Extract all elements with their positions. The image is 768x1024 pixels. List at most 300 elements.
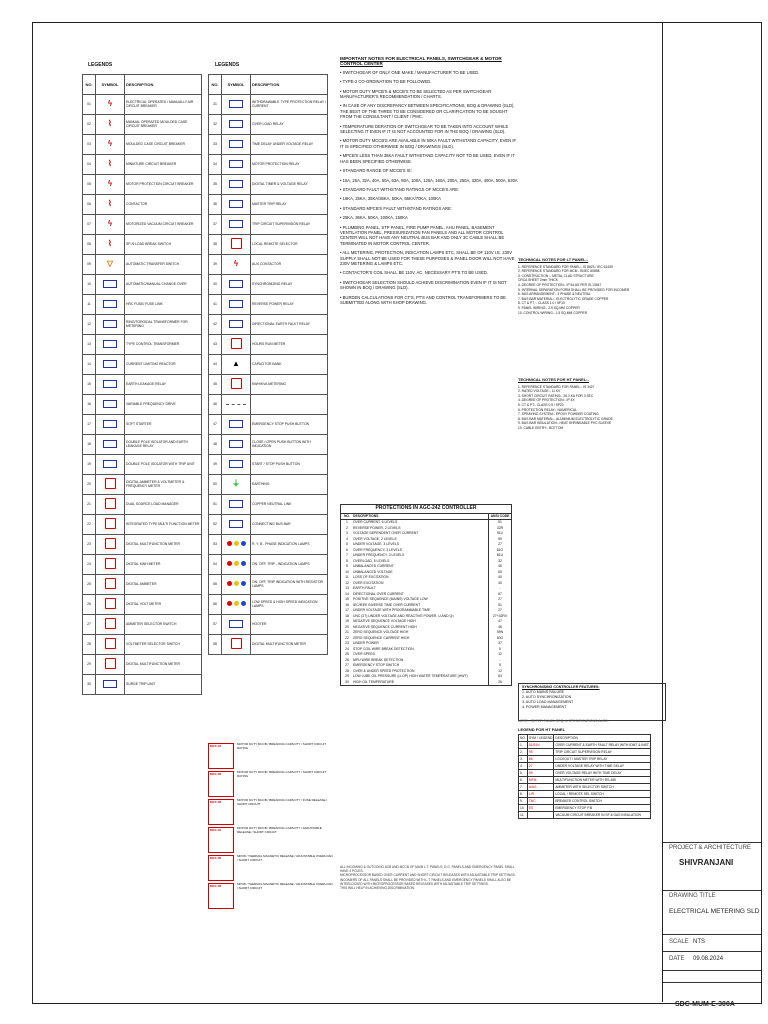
legend-row-description: DIGITAL MULTIFUNCTION METER — [125, 655, 202, 675]
tech-note-line: 10. CABLE ENTRY:- BOTTOM — [518, 425, 564, 430]
legend-row — [209, 115, 328, 135]
legend-row-number: 06 — [83, 195, 96, 215]
busbar-icon — [222, 515, 251, 535]
legend-row-number: 48 — [209, 435, 222, 455]
legend-row — [83, 355, 202, 375]
ht-legend-symbol: 27 — [527, 763, 553, 770]
legend-row — [209, 635, 328, 655]
legend-row-number: 03 — [83, 135, 96, 155]
panel-note — [208, 855, 333, 881]
protection-no: 29 — [345, 674, 349, 678]
panel-note — [208, 771, 333, 797]
client-label: PROJECT & ARCHITECTURE — [669, 845, 751, 851]
legend-row-number: 08 — [83, 235, 96, 255]
legend-row-number: 50 — [209, 475, 222, 495]
meter-icon — [96, 655, 125, 675]
fuse-icon — [96, 295, 125, 315]
legend-row-number: 54 — [209, 555, 222, 575]
legend-row-description: MASTER TRIP RELAY — [251, 195, 328, 215]
panel-note — [208, 799, 333, 825]
contactor-icon: ϟ — [222, 255, 251, 275]
protection-no: 19 — [345, 619, 349, 623]
protection-desc: UNC (27) UNDER VOLTAGE AND REACTIVE POWER, U AND Q< — [353, 613, 455, 618]
legend-row-description: AMMETER SELECTOR SWITCH — [125, 615, 202, 635]
legend-row-number: 53 — [209, 535, 222, 555]
push-button-icon — [222, 455, 251, 475]
protection-ansi: 81U — [488, 553, 511, 559]
legend-row — [83, 455, 202, 475]
legend-row — [209, 415, 328, 435]
legend-row-description: ON, OFF, TRIP INDICATION WITH RESISTOR LAMPS — [251, 575, 328, 595]
legend-row — [83, 155, 202, 175]
legend-row-description: DIGITAL KWH METER — [125, 555, 202, 575]
tech-note-line: 4. DEGREE OF PROTECTION:- IP 4X — [518, 398, 575, 403]
legend-row — [209, 395, 328, 415]
tech-note-line: 3. SHORT CIRCUIT RATING:- 26.3 KA FOR 3 SEC — [518, 393, 594, 398]
legend-row-number: 31 — [209, 95, 222, 115]
switch-icon: ⌇ — [96, 235, 125, 255]
legend-row-number: 19 — [83, 455, 96, 475]
legend-row-number: 07 — [83, 215, 96, 235]
ht-legend-title: LEGEND FOR HT PANEL — [518, 727, 566, 732]
protection-ansi: 5 — [488, 663, 511, 669]
protection-ansi: 63 — [488, 674, 511, 680]
legend-row — [209, 295, 328, 315]
tech-note-line: 8. BUS BAR MATERIAL:- ALUMINIUM ELECTROLYTIC GRADE — [518, 416, 613, 421]
protection-desc: OVER FREQUENCY, 3 LEVELS — [353, 547, 402, 552]
tech-note-line: 10. CONTROL WIRING:- 1.5 SQ.MM COPPER — [518, 310, 588, 315]
protection-no: 28 — [345, 668, 349, 673]
sync-features — [518, 683, 666, 721]
legend-row-description: HRC FUSE/ FUSE LINK — [125, 295, 202, 315]
protection-ansi: 81O — [488, 548, 511, 554]
protection-desc: UNDER VOLTAGE, 3 LEVELS — [353, 542, 400, 546]
protection-desc: UNDER POWER — [353, 641, 379, 645]
legend-row — [83, 195, 202, 215]
legend-row — [83, 535, 202, 555]
panel-tag: MCC-04 — [208, 827, 234, 853]
protection-ansi: 51V — [488, 531, 511, 537]
protections-header-no: NO. — [343, 513, 351, 518]
dashed-line-icon — [222, 395, 251, 415]
tech-note-line: 6. PROTECTION RELAY:- NUMERICAL — [518, 407, 577, 412]
legend-row-number: 35 — [209, 175, 222, 195]
protection-ansi: 59 — [488, 537, 511, 543]
legend-row-number: 02 — [83, 115, 96, 135]
legend-row-number: 34 — [209, 155, 222, 175]
protection-desc: STOP COIL WIRE BREAK DETECTION — [353, 646, 414, 651]
legend-row-number: 12 — [83, 315, 96, 335]
note-item: • SWITCHGEAR OF ONLY ONE MAKE / MANUFACTURER TO BE USED. — [340, 70, 518, 75]
panel-note — [208, 827, 333, 853]
relay-icon — [222, 175, 251, 195]
legend-row-description: AUX CONTACTOR — [251, 255, 328, 275]
ht-legend-symbol: MFM — [527, 777, 553, 784]
protection-ansi: 67 — [488, 592, 511, 598]
ht-legend-symbol: ES — [527, 805, 553, 812]
legend-row-number: 16 — [83, 395, 96, 415]
tech-note-line: 7. SPRAYING SYSTEM:- EPOXY POWDER COATING — [518, 412, 599, 417]
protection-ansi: 40 — [488, 581, 511, 587]
relay-icon — [222, 95, 251, 115]
protection-desc: NEGATIVE SEQUENCE CURRENT HIGH — [353, 624, 417, 629]
panel-tag: MCC-03 — [208, 799, 234, 825]
title-block — [662, 22, 761, 1008]
legend-row-number: 28 — [83, 635, 96, 655]
legend-row-number: 11 — [83, 295, 96, 315]
legend-row-description — [251, 395, 328, 415]
note-item: • BURDEN CALCULATIONS FOR CT'S, PT'S AND CONTROL TRANSFORMERS TO BE SUBMITTED ALONG WITH SHOP DRAWING. — [340, 295, 518, 306]
legend-row-description: MOTORIZED VACUUM CIRCUIT BREAKER — [125, 215, 202, 235]
lamps-icon — [222, 575, 251, 595]
legend-row-number: 33 — [209, 135, 222, 155]
ht-legend-no: 4. — [519, 763, 528, 770]
protection-ansi: 32 — [488, 559, 511, 565]
legend-row-number: 49 — [209, 455, 222, 475]
legend-row — [209, 495, 328, 515]
protection-no: 14 — [345, 591, 349, 596]
ht-legend-row — [519, 777, 651, 784]
note-item: • STANDARD FAULT WITHSTAND RATINGS OF MCCB'S ARE: — [340, 187, 518, 192]
tech-note-line: 9. PANEL WIRING:- 2.5 SQ.MM COPPER — [518, 305, 580, 310]
protection-ansi: 12 — [488, 669, 511, 675]
meter-icon — [222, 335, 251, 355]
protection-desc: UNDER VOLTAGE WITH PROGRAMMABLE TIME — [353, 608, 431, 612]
note-item: • STANDARD MPCB'S FAULT WITHSTAND RATINGS ARE: — [340, 206, 518, 211]
legend-row — [209, 315, 328, 335]
legend-row — [83, 675, 202, 695]
ht-legend-no: 8. — [519, 791, 528, 798]
tech-note-line: 3. CONSTRUCTION :- METAL CLAD STRUCTURE — [518, 273, 594, 278]
legend-row-description: WITHDRAWABLE TYPE PROTECTION RELAY / CURRENT — [251, 95, 328, 115]
legend-row-description: REVERSE POWER RELAY — [251, 295, 328, 315]
surge-icon — [96, 675, 125, 695]
protection-row — [341, 680, 511, 686]
breaker-icon: ϟ — [96, 215, 125, 235]
reactor-icon — [96, 355, 125, 375]
legend-row — [83, 595, 202, 615]
legend-row-number: 09 — [83, 255, 96, 275]
protection-desc: ZERO SEQUENCE CURRENT HIGH — [353, 635, 410, 640]
breaker-icon: ϟ — [96, 95, 125, 115]
note-item: • MOTOR DUTY MCCB'S ARE AVAILABLE IN 50KA FAULT WITHSTAND CAPACITY, EVEN IF IT IS SPECIFIED OTHERWISE IN BOQ / DRAWINGS (SLD). — [340, 138, 518, 149]
protection-ansi: 60 — [488, 570, 511, 576]
legend-row — [209, 535, 328, 555]
legend-row — [209, 575, 328, 595]
legend-row-description: ON, OFF, TRIP - INDICATION LAMPS — [251, 555, 328, 575]
vfd-icon — [96, 395, 125, 415]
legend-row-description: AUTOMATIC TRANSFER SWITCH — [125, 255, 202, 275]
protection-desc: OVER SPEED — [353, 652, 376, 656]
ht-legend-desc: OVER CURRENT & EARTH FAULT RELAY WITH IDMT & INST. — [555, 743, 650, 747]
tech-note-line: 1. REFERENCE STANDARD FOR PANEL:- IS 3427 — [518, 384, 595, 389]
legend-row-number: 05 — [83, 175, 96, 195]
protection-no: 21 — [345, 630, 349, 634]
protection-desc: OVERLOAD, 5 LEVELS — [353, 558, 390, 563]
tech-note-line: 4. DEGREE OF PROTECTION:- IP 54 AS PER IS-13947 — [518, 282, 602, 287]
legend-row-number: 40 — [209, 275, 222, 295]
capacitor-icon: ▲ — [222, 355, 251, 375]
legend-row — [209, 355, 328, 375]
note-item: • MOTOR DUTY MPCB'S & MCCB'S TO BE SELECTED AS PER SWITCHGEAR MANUFACTURER'S RECOMMENDATION / CHARTS. — [340, 89, 518, 100]
legend-row-number: 38 — [209, 235, 222, 255]
legend-row-description: MOTOR PROTECTION RELAY — [251, 155, 328, 175]
selector-icon — [222, 235, 251, 255]
legend-row-description: DIGITAL MULTIFUNCTION METER — [251, 635, 328, 655]
legend-row-description: LOW SPEED & HIGH SPEED INDICATION LAMPS — [251, 595, 328, 615]
date-label: DATE — [669, 956, 685, 962]
legend-row-description: CURRENT LIMITING REACTOR — [125, 355, 202, 375]
protection-no: 1 — [346, 520, 348, 524]
legend-row — [209, 175, 328, 195]
legend-row-description: CONNECTING BUS BAR — [251, 515, 328, 535]
legend-row-description: HOURS RUN METER — [251, 335, 328, 355]
legend-row — [209, 195, 328, 215]
legend-row-description: DIGITAL AMMETER — [125, 575, 202, 595]
push-button-icon — [222, 435, 251, 455]
protection-ansi: 32R — [488, 526, 511, 532]
legend-row-description: CLOSE / OPEN PUSH BUTTON WITH INDICATION — [251, 435, 328, 455]
ht-legend-desc: OVER VOLTAGE RELAY WITH TIME DELAY — [554, 770, 651, 777]
legend-row-number: 25 — [83, 575, 96, 595]
scale-label: SCALE — [669, 939, 689, 945]
legend-row-description: SYNCHRONIZING RELAY — [251, 275, 328, 295]
legend-row — [83, 515, 202, 535]
protection-no: 12 — [345, 580, 349, 585]
breaker-icon: ⌇ — [96, 155, 125, 175]
protection-desc: UNBALANCED VOLTAGE — [353, 569, 393, 574]
tech-note-line: CRCA SHEET 2mm THICK — [518, 278, 558, 283]
protection-ansi: - — [488, 586, 511, 592]
protection-ansi: 51 — [488, 520, 511, 526]
protection-no: 2 — [346, 525, 348, 530]
legend-row-description: EARTHING — [251, 475, 328, 495]
tech-note-line: 9. BUS BAR INSULATION:- HEAT SHRINKABLE PVC SLEEVE — [518, 421, 612, 426]
protection-desc: NEGATIVE SEQUENCE VOLTAGE HIGH — [353, 619, 416, 623]
meter-icon — [96, 555, 125, 575]
legend-row-description: SURGE TRIP UNIT — [125, 675, 202, 695]
legend-row-description: MOTOR PROTECTION CIRCUIT BREAKER — [125, 175, 202, 195]
relay-icon — [222, 115, 251, 135]
drawing-title: ELECTRICAL METERING SLD — [669, 908, 760, 915]
scale-value: NTS — [693, 939, 705, 945]
legend-row — [83, 315, 202, 335]
tech-notes-ht — [518, 378, 660, 431]
protection-ansi: 59N — [488, 630, 511, 636]
legend-row-number: 32 — [209, 115, 222, 135]
meter-icon — [96, 535, 125, 555]
ht-legend-header-sym: SYM / LEGEND — [528, 736, 553, 740]
ht-legend — [518, 728, 660, 819]
legend-row-number: 22 — [83, 515, 96, 535]
stop-button-icon — [222, 415, 251, 435]
legend-row — [83, 635, 202, 655]
ht-legend-desc: LOCAL / REMOTE SEL SWITCH — [554, 791, 651, 798]
protection-desc: OVER & UNDER SPEED PROTECTION — [353, 668, 415, 673]
protection-no: 3 — [346, 531, 348, 535]
tech-note-line: 1. REFERENCE STANDARD FOR PANEL:- IS 8623 / IEC 61439 — [518, 264, 613, 269]
ht-legend-row — [519, 791, 651, 798]
protection-desc: UNDER FREQUENCY, 3 LEVELS — [353, 553, 405, 557]
legend-row — [209, 275, 328, 295]
ht-legend-no: 10. — [519, 805, 528, 812]
protection-no: 6 — [346, 547, 348, 552]
protections-header-ansi: ANSI CODE — [488, 514, 511, 520]
legend-row — [209, 555, 328, 575]
tech-note-line: 2. RATED VOLTAGE:- 11 KV — [518, 389, 561, 394]
tech-note-line: 2. REFERENCE STANDARD FOR MCB:- IS/IEC 60898 — [518, 269, 600, 274]
ht-legend-header-desc: DESCRIPTION — [554, 735, 651, 742]
panel-text: MOTOR DUTY MCCB / BREAKING CAPACITY / SHORT CIRCUIT RATING — [237, 770, 327, 778]
protection-ansi: 27+32RV — [488, 614, 511, 620]
legend-row-number: 52 — [209, 515, 222, 535]
note-item: • 16A, 25A, 32A, 40A, 50A, 63A, 80A, 100A, 125A, 160A, 200A, 250A, 320A, 400A, 500A, 630A — [340, 178, 518, 183]
legend-row-description: DIRECTIONAL EARTH FAULT RELAY — [251, 315, 328, 335]
legend-row-number: 58 — [209, 635, 222, 655]
protection-desc: UNBALANCED CURRENT — [353, 564, 394, 568]
legend-row-description: TRIP CIRCUIT SUPERVISION RELAY — [251, 215, 328, 235]
panel-text: MOTOR DUTY MCCB / BREAKING CAPACITY / SHORT CIRCUIT RATING — [237, 742, 327, 750]
protection-desc: LOSS OF EXCITATION — [353, 575, 389, 579]
relay-icon — [222, 315, 251, 335]
ht-legend-symbol: A/AS — [527, 784, 553, 791]
legend-row-number: 24 — [83, 555, 96, 575]
sync-note: NOTE:- REFER PANEL REQ. & SPECIFICATIONS ALSO. — [518, 719, 609, 723]
relay-icon — [222, 295, 251, 315]
relay-icon — [96, 375, 125, 395]
protection-ansi: 47 — [488, 619, 511, 625]
legend-row-number: 20 — [83, 475, 96, 495]
protection-desc: REVERSE POWER, 2 LEVELS — [353, 525, 401, 530]
legend-row — [209, 155, 328, 175]
legend-row-description: HOOTER — [251, 615, 328, 635]
ht-legend-row — [519, 805, 651, 812]
tech-note-line: 2. AUTO SYNCHRONIZATION — [522, 695, 572, 699]
legend-row-description: R, Y, B - PHASE INDICATION LAMPS — [251, 535, 328, 555]
protection-ansi: 27 — [488, 542, 511, 548]
legend-row-description: MINIATURE CIRCUIT BREAKER — [125, 155, 202, 175]
lamps-icon — [222, 595, 251, 615]
relay-icon — [222, 195, 251, 215]
ht-legend-no: 7. — [519, 784, 528, 791]
protection-no: 8 — [346, 558, 348, 563]
legend-row-number: 14 — [83, 355, 96, 375]
protection-no: 4 — [346, 536, 348, 541]
legend-row-description: INTEGRATED TYPE MULTI FUNCTION METER — [125, 515, 202, 535]
legend-row-number: 46 — [209, 395, 222, 415]
protections-header-desc: DESCRIPTIONS — [353, 513, 379, 518]
legend-row — [209, 475, 328, 495]
ht-legend-row — [519, 749, 651, 756]
protection-desc: IEC/IEEE INVERSE TIME OVER CURRENT — [353, 602, 421, 607]
legend-row — [209, 95, 328, 115]
protection-ansi: 46 — [488, 564, 511, 570]
legend-row-description: DUAL SOURCE LOAD MANAGER — [125, 495, 202, 515]
ct-icon — [96, 315, 125, 335]
legend-row-description: SOFT STARTER — [125, 415, 202, 435]
legend-row-number: 44 — [209, 355, 222, 375]
legend-row-number: 04 — [83, 155, 96, 175]
protection-no: 15 — [345, 597, 349, 601]
protection-ansi: 40 — [488, 575, 511, 581]
legend-row-description: DOUBLE POLE ISOLATOR WITH TRIP UNIT — [125, 455, 202, 475]
transfer-switch-icon: ▽ — [96, 255, 125, 275]
protections-title: PROTECTIONS IN AGC-242 CONTROLLER — [341, 505, 511, 514]
protection-no: 20 — [345, 624, 349, 629]
protection-desc: VOLTAGE DEPENDENT OVER CURRENT — [353, 531, 419, 535]
meter-icon — [222, 635, 251, 655]
protection-ansi: 12 — [488, 652, 511, 658]
tech-note-line: 3. AUTO LOAD MANAGEMENT — [522, 700, 574, 704]
legend-row — [83, 495, 202, 515]
protection-desc: OVER VOLTAGE, 2 LEVELS — [353, 536, 397, 541]
tech-notes-lt — [518, 258, 660, 315]
protection-no: 30 — [345, 679, 349, 684]
important-notes — [340, 56, 518, 309]
protection-no: 25 — [345, 652, 349, 656]
note-item: • MPCB'S LESS THAN 36KA FAULT WITHSTAND CAPACITY NOT TO BE USED, EVEN IF IT HAS BEEN SPECIFIED OTHERWISE. — [340, 153, 518, 164]
lamps-icon — [222, 535, 251, 555]
protection-ansi: 27 — [488, 608, 511, 614]
drawing-title-label: DRAWING TITLE — [669, 893, 716, 899]
legend-row — [83, 215, 202, 235]
protection-no: 5 — [346, 542, 348, 546]
panel-tag: MCC-06 — [208, 883, 234, 909]
legend-header-no: NO. — [209, 75, 222, 95]
legend-row-description: KWH/KVA METERING — [251, 375, 328, 395]
note-item: • 25KA, 36KA, 50KA, 100KA, 150KA — [340, 215, 518, 220]
protection-ansi: 27 — [488, 597, 511, 603]
protection-no: 27 — [345, 663, 349, 667]
legend-row-description: SP-N LOAD BREAK SWITCH — [125, 235, 202, 255]
panel-text: MOTOR DUTY MCCB / BREAKING CAPACITY / ADJUSTABLE RELEASE / SHORT CIRCUIT — [237, 826, 322, 834]
relay-icon — [222, 275, 251, 295]
legend-row — [83, 395, 202, 415]
ht-legend-symbol: 86 — [527, 756, 553, 763]
transformer-icon — [96, 335, 125, 355]
protection-no: 17 — [345, 608, 349, 612]
ht-legend-desc: AMMETER WITH SELECTOR SWITCH — [554, 784, 651, 791]
legend-row — [83, 435, 202, 455]
protection-ansi: 26 — [488, 680, 511, 686]
panel-text: MOTOR DUTY MCCB / BREAKING CAPACITY / FUSE RELEASE / SHORT CIRCUIT — [237, 798, 328, 806]
protection-no: 11 — [345, 575, 349, 579]
legend-row — [83, 655, 202, 675]
protection-no: 9 — [346, 564, 348, 568]
protection-ansi: 37 — [488, 641, 511, 647]
hooter-icon — [222, 615, 251, 635]
legend-row-description: ELECTRICAL OPERATED / MANUALLY AIR CIRCUIT BREAKER — [125, 95, 202, 115]
legend-row-number: 26 — [83, 595, 96, 615]
earth-icon: ⏚ — [222, 475, 251, 495]
ht-legend-header-no: NO. — [520, 736, 526, 740]
meter-icon — [96, 515, 125, 535]
legend-row-description: TYPE CONTROL TRANSFORMER — [125, 335, 202, 355]
relay-icon — [222, 155, 251, 175]
meter-icon — [222, 375, 251, 395]
legend-row-description: VOLTMETER SELECTOR SWITCH — [125, 635, 202, 655]
ht-legend-no: 1. — [519, 742, 528, 749]
voltmeter-icon — [96, 595, 125, 615]
ht-legend-no: 3. — [519, 756, 528, 763]
footnote: MICROPROCESSOR BASED OVER CURRENT AND SHORT CIRCUIT RELEASES WITH ADJUSTABLE TRIP SETTINGS. — [340, 873, 516, 878]
legend-row-description: VARIABLE FREQUENCY DRIVE — [125, 395, 202, 415]
legend-row-description: CAPACITOR BANK — [251, 355, 328, 375]
note-item: • CONTACTOR'S COIL SHALL BE 110V, AC. NECESSARY PT'S TO BE USED. — [340, 270, 518, 275]
meter-icon — [96, 475, 125, 495]
legend-row — [83, 335, 202, 355]
tech-note-line: 1. AUTO MAINS FAILURE — [522, 690, 565, 694]
